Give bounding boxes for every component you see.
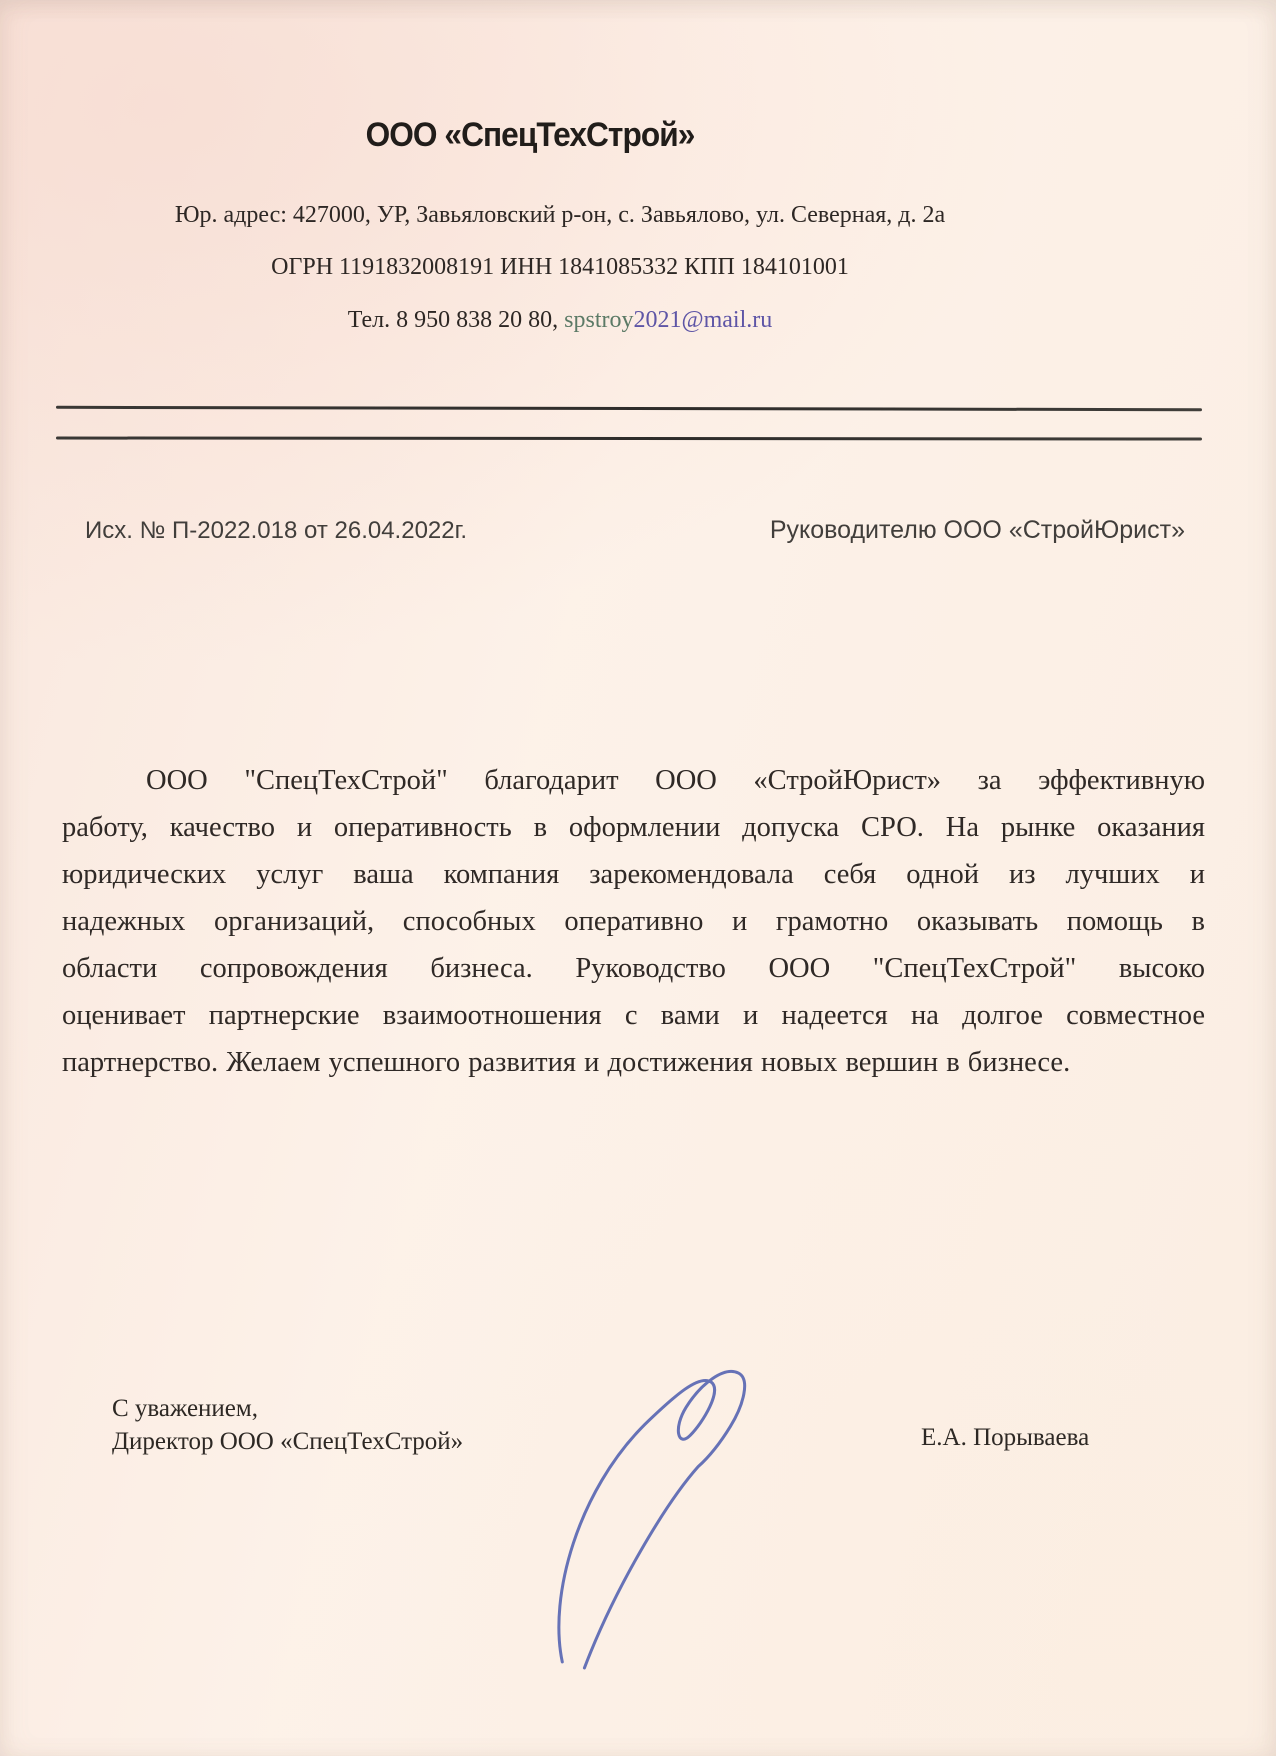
addressee: Руководителю ООО «СтройЮрист» [769, 516, 1185, 544]
legal-address: Юр. адрес: 427000, УР, Завьяловский р-он, с. Завьялово, ул. Северная, д. 2а [174, 202, 946, 228]
body-line: ООО "СпецТехСтрой" благодарит ООО «СтройЮрист» за эффективную [146, 765, 1205, 796]
body-line: юридических услуг ваша компания зарекомендовала себя одной из лучших и [62, 859, 1205, 890]
divider-line-bottom [56, 436, 1202, 440]
email-address [564, 307, 772, 333]
closing-line: С уважением, [112, 1395, 258, 1422]
divider-line-top [56, 406, 1202, 411]
body-line: оценивает партнерские взаимоотношения с вами и надеется на долгое совместное [62, 1000, 1205, 1031]
signer-name: Е.А. Порываева [921, 1424, 1090, 1451]
outgoing-number: Исх. № П-2022.018 от 26.04.2022г. [85, 517, 468, 544]
signature-block [112, 1392, 463, 1458]
phone-number: Тел. 8 950 838 20 80, [347, 307, 559, 333]
body-line: области сопровождения бизнеса. Руководство ООО "СпецТехСтрой" высоко [62, 953, 1205, 984]
company-name: ООО «СпецТехСтрой» [365, 116, 695, 154]
email-domain-part: 2021@mail.ru [633, 307, 773, 333]
contact-line [0, 307, 1120, 334]
letter-body [62, 757, 1205, 1086]
body-line: партнерство. Желаем успешного развития и достижения новых вершин в бизнесе. [62, 1047, 1071, 1078]
body-line: надежных организаций, способных оперативно и грамотно оказывать помощь в [62, 906, 1205, 937]
email-user-part: spstroy [564, 307, 634, 333]
body-line: работу, качество и оперативность в оформлении допуска СРО. На рынке оказания [62, 812, 1205, 843]
registration-numbers: ОГРН 1191832008191 ИНН 1841085332 КПП 184101001 [271, 254, 849, 280]
reference-row [85, 516, 1185, 545]
signer-title: Директор ООО «СпецТехСтрой» [112, 1428, 464, 1455]
handwritten-signature-icon [548, 1362, 800, 1674]
